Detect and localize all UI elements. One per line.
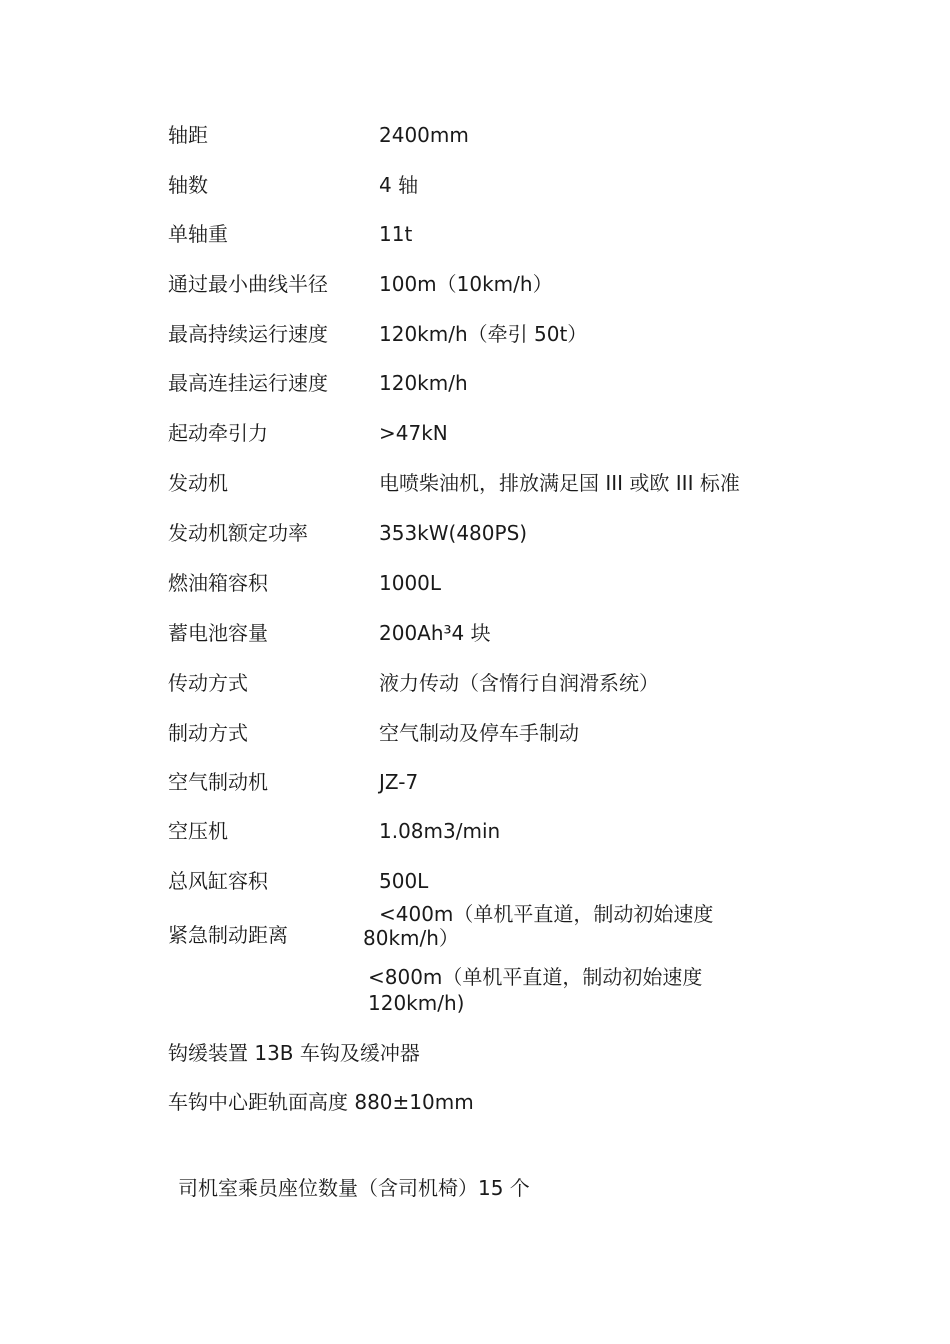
spec-row-wheelbase [168, 117, 808, 153]
spec-value: 4 轴 [379, 173, 419, 197]
spec-value: 电喷柴油机，排放满足国 III 或欧 III 标准 [379, 471, 740, 495]
spec-value: 100m（10km/h） [379, 272, 553, 296]
spec-row-compressor [168, 813, 808, 849]
emergency-brake-value-line: <400m（单机平直道，制动初始速度 [379, 902, 714, 926]
spec-value: 120km/h（牵引 50t） [379, 322, 588, 346]
spec-label: 通过最小曲线半径 [168, 272, 328, 296]
spec-value: 空气制动及停车手制动 [379, 721, 579, 745]
spec-value: 1.08m3/min [379, 819, 501, 843]
spec-label: 总风缸容积 [168, 869, 268, 893]
spec-label: 空气制动机 [168, 770, 268, 794]
spec-label: 紧急制动距离 [168, 923, 288, 947]
spec-row-transmission [168, 665, 808, 701]
spec-label: 制动方式 [168, 721, 248, 745]
spec-label: 单轴重 [168, 222, 228, 246]
spec-row-engine-power [168, 515, 808, 551]
spec-label: 传动方式 [168, 671, 248, 695]
spec-row-starting-tractive-effort [168, 415, 808, 451]
spec-value: 11t [379, 222, 413, 246]
spec-row-emergency-brake [168, 902, 808, 950]
spec-value: >47kN [379, 421, 448, 445]
emergency-brake-value-alt [368, 964, 748, 1016]
spec-row-engine [168, 465, 808, 501]
spec-row-air-brake [168, 764, 808, 800]
spec-value: 500L [379, 869, 429, 893]
spec-label: 起动牵引力 [168, 421, 268, 445]
emergency-brake-value-line: 80km/h） [363, 926, 459, 950]
seat-count-line: 司机室乘员座位数量（含司机椅）15 个 [178, 1176, 530, 1200]
spec-label: 轴数 [168, 173, 208, 197]
coupler-line: 钩缓装置 13B 车钩及缓冲器 [168, 1041, 420, 1065]
spec-value: 液力传动（含惰行自润滑系统） [379, 671, 659, 695]
spec-value: 353kW(480PS) [379, 521, 528, 545]
coupler-height-line: 车钩中心距轨面高度 880±10mm [168, 1090, 474, 1114]
emergency-brake-value-line: 120km/h) [368, 991, 465, 1015]
spec-value: 200Ah³4 块 [379, 621, 491, 645]
spec-label: 轴距 [168, 123, 208, 147]
spec-value: 2400mm [379, 123, 469, 147]
spec-row-battery [168, 615, 808, 651]
spec-label: 空压机 [168, 819, 228, 843]
spec-label: 蓄电池容量 [168, 621, 268, 645]
spec-row-fuel-tank [168, 565, 808, 601]
spec-label: 最高连挂运行速度 [168, 371, 328, 395]
spec-row-axle-load [168, 216, 808, 252]
spec-row-min-curve-radius [168, 266, 808, 302]
spec-row-max-coupled-speed [168, 365, 808, 401]
emergency-brake-value [363, 902, 759, 950]
emergency-brake-value-line: <800m（单机平直道，制动初始速度 [368, 965, 703, 989]
spec-row-brake-type [168, 715, 808, 751]
spec-label: 发动机 [168, 471, 228, 495]
spec-label: 燃油箱容积 [168, 571, 268, 595]
spec-value: JZ-7 [379, 770, 419, 794]
spec-row-axle-count [168, 167, 808, 203]
spec-label: 最高持续运行速度 [168, 322, 328, 346]
spec-value: 120km/h [379, 371, 468, 395]
spec-row-max-continuous-speed [168, 316, 808, 352]
spec-row-main-reservoir [168, 863, 808, 899]
spec-label: 发动机额定功率 [168, 521, 308, 545]
spec-value: 1000L [379, 571, 442, 595]
